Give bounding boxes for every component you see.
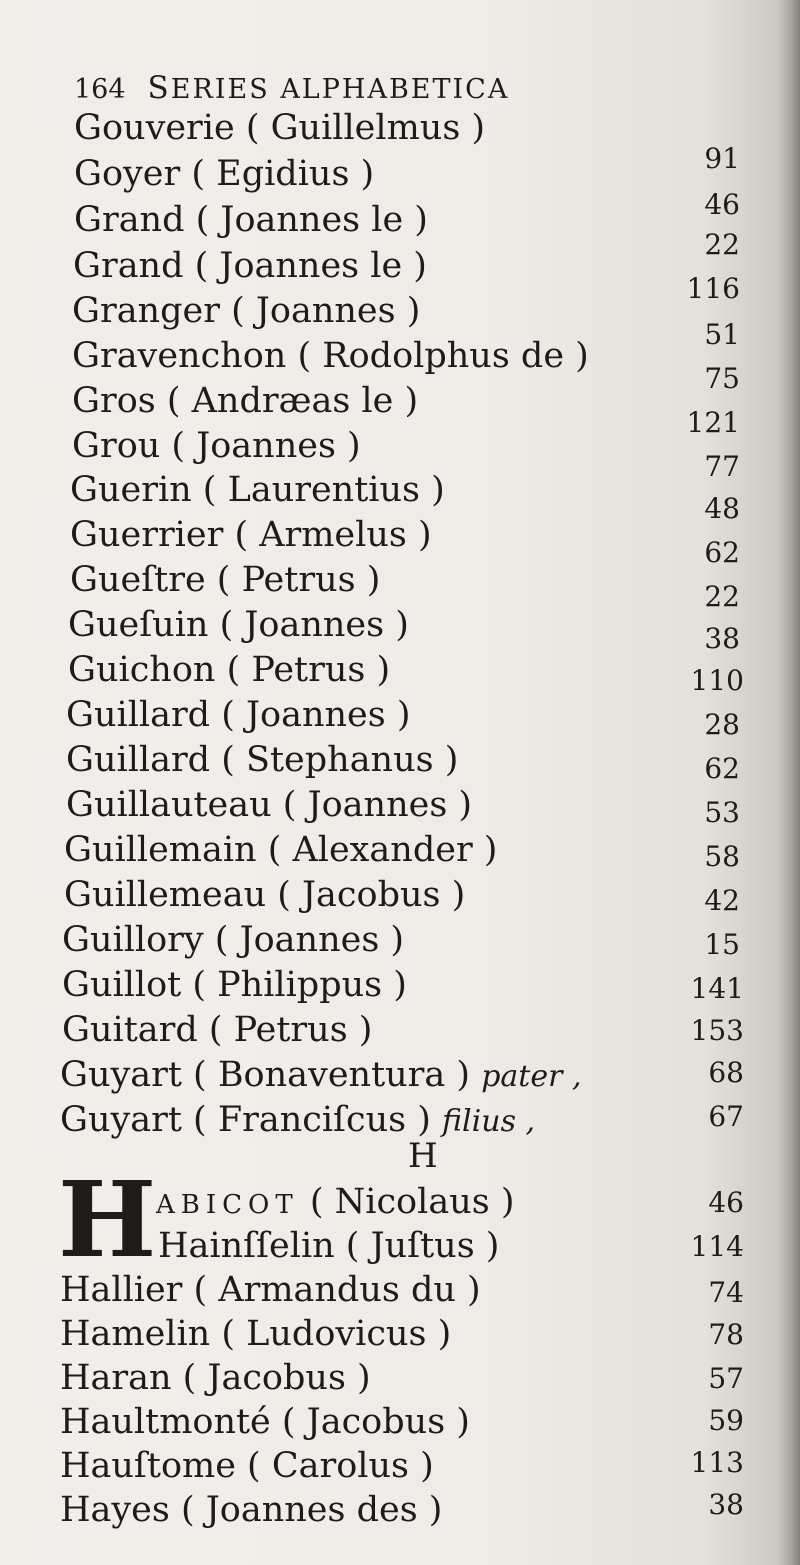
entry-annotation: filius , xyxy=(442,1104,536,1139)
index-entry xyxy=(158,1224,499,1268)
entry-page-number: 28 xyxy=(704,708,740,741)
index-entry xyxy=(64,828,497,872)
index-entry xyxy=(60,1356,371,1400)
index-entry xyxy=(68,648,390,692)
index-entry xyxy=(68,603,409,647)
index-entry xyxy=(60,1053,582,1099)
entry-page-number: 22 xyxy=(704,580,740,613)
entry-text: Guyart ( Franciſcus ) xyxy=(60,1100,431,1140)
index-entry xyxy=(72,424,361,468)
header-title-word2: ALPHABETICA xyxy=(280,74,510,105)
index-entry xyxy=(70,558,380,602)
entry-page-number: 75 xyxy=(704,362,740,395)
index-entry xyxy=(72,289,420,333)
entry-text: Haultmonté ( Jacobus ) xyxy=(60,1402,470,1442)
entry-page-number: 51 xyxy=(704,318,740,351)
index-entry xyxy=(74,152,374,196)
index-entry xyxy=(70,513,432,557)
entry-page-number: 38 xyxy=(704,622,740,655)
entry-text: Guillory ( Joannes ) xyxy=(62,920,405,960)
header-title-rest: ERIES xyxy=(170,74,270,105)
entry-page-number: 74 xyxy=(708,1276,744,1309)
entry-text: Guerin ( Laurentius ) xyxy=(70,470,445,510)
entry-text: Grand ( Joannes le ) xyxy=(74,200,428,240)
entry-text: Guichon ( Petrus ) xyxy=(68,650,391,690)
index-entry xyxy=(73,244,427,288)
entry-text: Guerrier ( Armelus ) xyxy=(70,515,432,555)
entry-text: Hainſſelin ( Juſtus ) xyxy=(158,1226,500,1266)
entry-page-number: 62 xyxy=(704,752,740,785)
header-title-initial: S xyxy=(147,70,171,106)
index-entry xyxy=(60,1268,481,1312)
index-entry xyxy=(66,783,472,827)
entry-text: Guitard ( Petrus ) xyxy=(62,1010,373,1050)
index-entry xyxy=(74,106,485,150)
entry-text: Guillemeau ( Jacobus ) xyxy=(64,875,466,915)
entry-text: Gros ( Andræas le ) xyxy=(72,381,419,421)
entry-text: Guillot ( Philippus ) xyxy=(62,965,407,1005)
index-entry xyxy=(64,873,465,917)
entry-page-number: 110 xyxy=(690,664,744,697)
entry-page-number: 141 xyxy=(690,972,744,1005)
index-entry xyxy=(156,1180,514,1227)
index-entry xyxy=(60,1312,451,1356)
entry-annotation: pater , xyxy=(481,1059,582,1094)
entry-page-number: 15 xyxy=(704,928,740,961)
entry-text: Hauſtome ( Carolus ) xyxy=(60,1446,434,1486)
index-entry xyxy=(72,379,418,423)
entry-page-number: 59 xyxy=(708,1404,744,1437)
entry-text: Guyart ( Bonaventura ) xyxy=(60,1055,471,1095)
entry-page-number: 116 xyxy=(686,272,740,305)
entry-page-number: 22 xyxy=(704,228,740,261)
drop-cap: H xyxy=(58,1158,157,1281)
entry-text: Hallier ( Armandus du ) xyxy=(60,1270,481,1310)
index-entry xyxy=(62,963,407,1007)
entry-text: Goyer ( Egidius ) xyxy=(74,154,375,194)
entry-text: Gouverie ( Guillelmus ) xyxy=(74,108,486,148)
index-entry xyxy=(72,334,589,378)
index-entry xyxy=(70,468,445,512)
running-header xyxy=(74,70,509,106)
entry-text: Haran ( Jacobus ) xyxy=(60,1358,371,1398)
index-entry xyxy=(66,693,411,737)
entry-text: ( Nicolaus ) xyxy=(309,1182,515,1222)
page-edge-shadow xyxy=(778,0,800,1565)
entry-text: Gravenchon ( Rodolphus de ) xyxy=(72,336,589,376)
entry-page-number: 91 xyxy=(704,142,740,175)
index-entry xyxy=(74,198,428,242)
entry-text: Guillard ( Stephanus ) xyxy=(66,740,459,780)
entry-page-number: 46 xyxy=(704,188,740,221)
index-entry xyxy=(60,1098,535,1144)
index-entry xyxy=(60,1488,442,1532)
entry-text: Gueſuin ( Joannes ) xyxy=(68,605,409,645)
entry-page-number: 48 xyxy=(704,492,740,525)
entry-text: Guillard ( Joannes ) xyxy=(66,695,411,735)
entry-page-number: 77 xyxy=(704,450,740,483)
entry-page-number: 114 xyxy=(690,1230,744,1263)
entry-page-number: 38 xyxy=(708,1488,744,1521)
entry-text: Granger ( Joannes ) xyxy=(72,291,421,331)
entry-page-number: 62 xyxy=(704,536,740,569)
entry-page-number: 153 xyxy=(690,1014,744,1047)
index-entry xyxy=(60,1400,470,1444)
index-entry xyxy=(60,1444,434,1488)
entry-page-number: 113 xyxy=(690,1446,744,1479)
entry-page-number: 78 xyxy=(708,1318,744,1351)
index-entry xyxy=(66,738,458,782)
entry-text: Grand ( Joannes le ) xyxy=(73,246,427,286)
entry-text: Guillemain ( Alexander ) xyxy=(64,830,498,870)
entry-smallcaps: ABICOT xyxy=(156,1190,299,1220)
entry-text: Hamelin ( Ludovicus ) xyxy=(60,1314,452,1354)
index-entry xyxy=(62,1008,372,1052)
entry-text: Gueſtre ( Petrus ) xyxy=(70,560,381,600)
section-letter-heading: H xyxy=(408,1136,438,1176)
entry-page-number: 68 xyxy=(708,1056,744,1089)
entry-page-number: 121 xyxy=(686,406,740,439)
entry-page-number: 58 xyxy=(704,840,740,873)
entry-page-number: 46 xyxy=(708,1186,744,1219)
entry-text: Guillauteau ( Joannes ) xyxy=(66,785,473,825)
entry-text: Hayes ( Joannes des ) xyxy=(60,1490,443,1530)
entry-page-number: 42 xyxy=(704,884,740,917)
page-number: 164 xyxy=(74,74,126,105)
entry-text: Grou ( Joannes ) xyxy=(72,426,361,466)
entry-page-number: 53 xyxy=(704,796,740,829)
entry-page-number: 67 xyxy=(708,1100,744,1133)
index-entry xyxy=(62,918,404,962)
entry-page-number: 57 xyxy=(708,1362,744,1395)
